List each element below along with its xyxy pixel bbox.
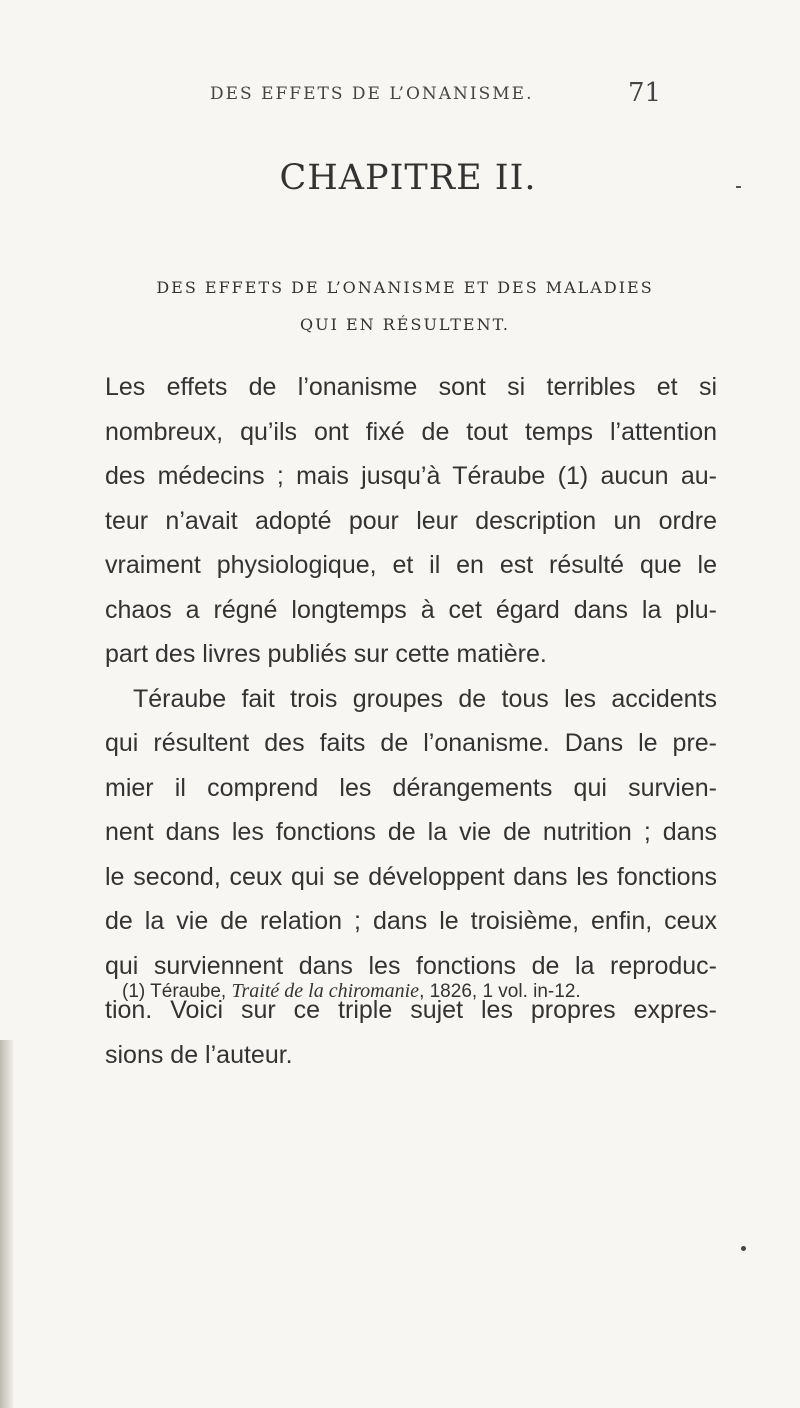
body-line: vraiment physiologique, et il en est résulté que le: [105, 551, 717, 579]
body-line: teur n’avait adopté pour leur description un ordre: [105, 506, 717, 535]
footnote: [122, 980, 722, 1003]
body-line: nombreux, qu’ils ont fixé de tout temps l’attention: [105, 417, 717, 446]
body-line: tion. Voici sur ce triple sujet les propres expres-: [105, 996, 717, 1024]
margin-mark: [736, 186, 741, 188]
body-line: des médecins ; mais jusqu’à Téraube (1) aucun au-: [105, 462, 717, 490]
footnote-prefix: (1) Téraube,: [122, 981, 232, 1002]
page-number: 71: [628, 78, 662, 108]
body-line: part des livres publiés sur cette matière.: [105, 640, 547, 668]
body-line: Les effets de l’onanisme sont si terribles et si: [105, 373, 717, 401]
chapter-subtitle-line-2: QUI EN RÉSULTENT.: [299, 315, 511, 334]
stray-dot: [741, 1246, 746, 1251]
body-line: le second, ceux qui se développent dans les fonctions: [105, 862, 717, 891]
footnote-cited-title: Traité de la chiromanie: [231, 980, 420, 1002]
chapter-subtitle-line-1: DES EFFETS DE L’ONANISME ET DES MALADIES: [156, 278, 654, 297]
page-edge-shadow: [0, 1040, 14, 1408]
body-line: nent dans les fonctions de la vie de nutrition ; dans: [105, 818, 717, 846]
body-line: qui surviennent dans les fonctions de la reproduc-: [105, 951, 717, 980]
body-line: mier il comprend les dérangements qui survien-: [105, 773, 717, 802]
body-line: qui résultent des faits de l’onanisme. Dans le pre-: [105, 729, 717, 757]
footnote-suffix: , 1826, 1 vol. in-12.: [419, 981, 581, 1002]
running-head: DES EFFETS DE L’ONANISME.: [210, 84, 534, 104]
body-line: de la vie de relation ; dans le troisième, enfin, ceux: [105, 907, 717, 935]
body-line: chaos a régné longtemps à cet égard dans la plu-: [105, 595, 717, 624]
body-text: [105, 365, 717, 1077]
chapter-title: CHAPITRE II.: [279, 158, 537, 198]
body-line: sions de l’auteur.: [105, 1040, 293, 1069]
body-line: Téraube fait trois groupes de tous les accidents: [133, 684, 717, 713]
